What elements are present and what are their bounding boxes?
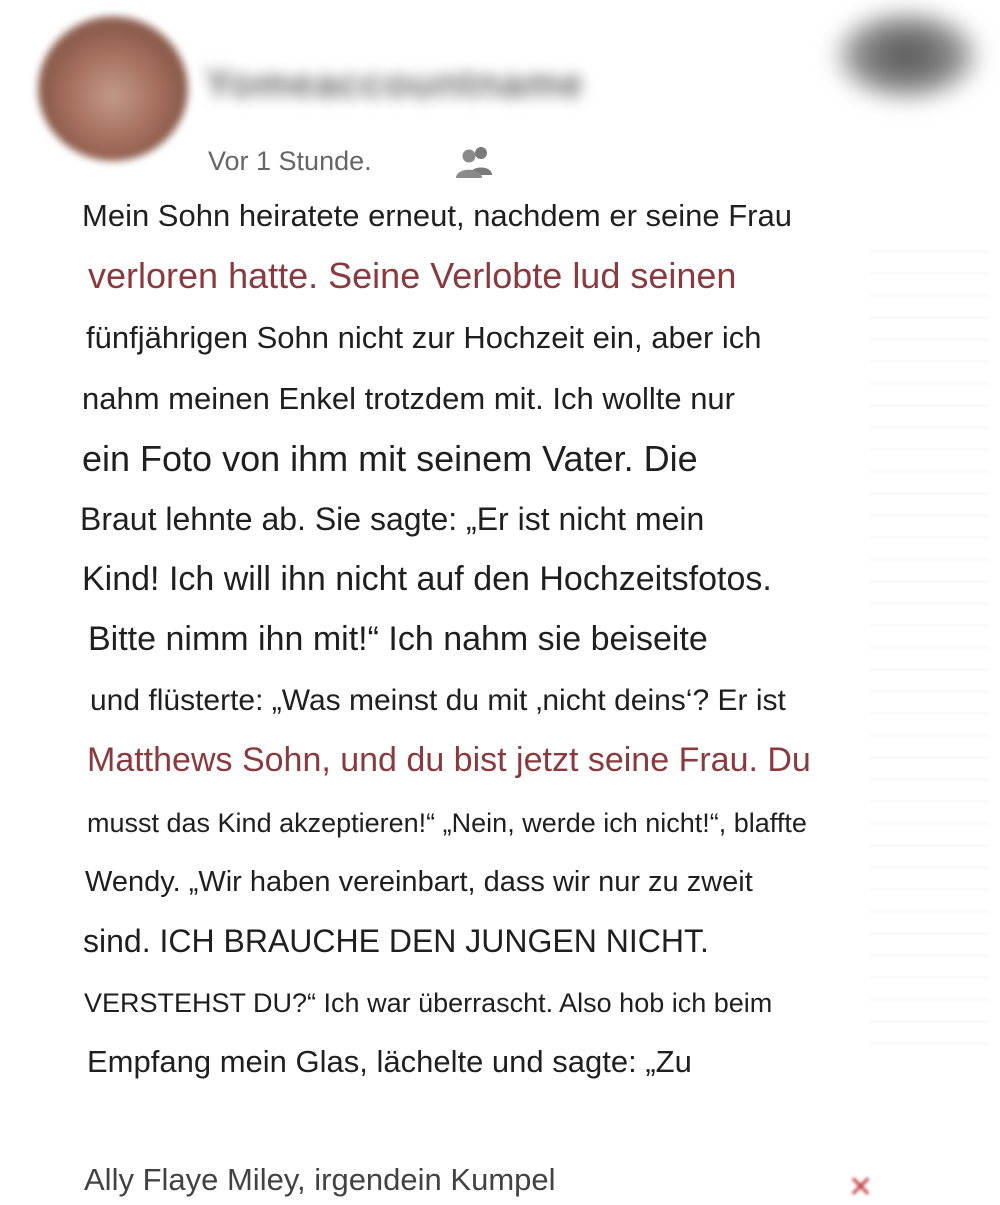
video-caption: Ally Flaye Miley, irgendein Kumpel bbox=[84, 1162, 556, 1197]
post-text-line: verloren hatte. Seine Verlobte lud seinen bbox=[88, 255, 737, 296]
post-text-line: ein Foto von ihm mit seinem Vater. Die bbox=[82, 438, 698, 479]
more-options-icon[interactable] bbox=[832, 8, 982, 103]
post-text-line: Kind! Ich will ihn nicht auf den Hochzeitsfotos. bbox=[82, 560, 772, 598]
author-name[interactable]: Yomeaccountname bbox=[205, 62, 584, 106]
heart-icon: ✕ bbox=[848, 1171, 874, 1204]
post-text-line: Mein Sohn heiratete erneut, nachdem er seine Frau bbox=[82, 198, 792, 233]
post-text-line: VERSTEHST DU?“ Ich war überrascht. Also hob ich beim bbox=[84, 988, 773, 1018]
friends-icon bbox=[452, 143, 498, 181]
post-text-line: musst das Kind akzeptieren!“ „Nein, werde ich nicht!“, blaffte bbox=[87, 808, 807, 838]
post-text-line: fünfjährigen Sohn nicht zur Hochzeit ein, aber ich bbox=[86, 320, 762, 355]
post-text-line: Empfang mein Glas, lächelte und sagte: „Zu bbox=[87, 1044, 692, 1079]
post-text-line: sind. ICH BRAUCHE DEN JUNGEN NICHT. bbox=[83, 923, 709, 959]
background-texture bbox=[870, 250, 990, 1050]
post-text-line: und flüsterte: „Was meinst du mit ‚nicht deins‘? Er ist bbox=[90, 684, 786, 717]
post-text-line: Wendy. „Wir haben vereinbart, dass wir nur zu zweit bbox=[85, 866, 753, 898]
avatar[interactable] bbox=[38, 16, 188, 161]
post-text-line: Braut lehnte ab. Sie sagte: „Er ist nicht mein bbox=[80, 501, 705, 537]
post-text-line: nahm meinen Enkel trotzdem mit. Ich wollte nur bbox=[82, 381, 735, 416]
post-text-line: Bitte nimm ihn mit!“ Ich nahm sie beiseite bbox=[88, 620, 708, 658]
post-timestamp[interactable]: Vor 1 Stunde. bbox=[208, 146, 372, 176]
post-text-line: Matthews Sohn, und du bist jetzt seine Frau. Du bbox=[87, 741, 811, 779]
